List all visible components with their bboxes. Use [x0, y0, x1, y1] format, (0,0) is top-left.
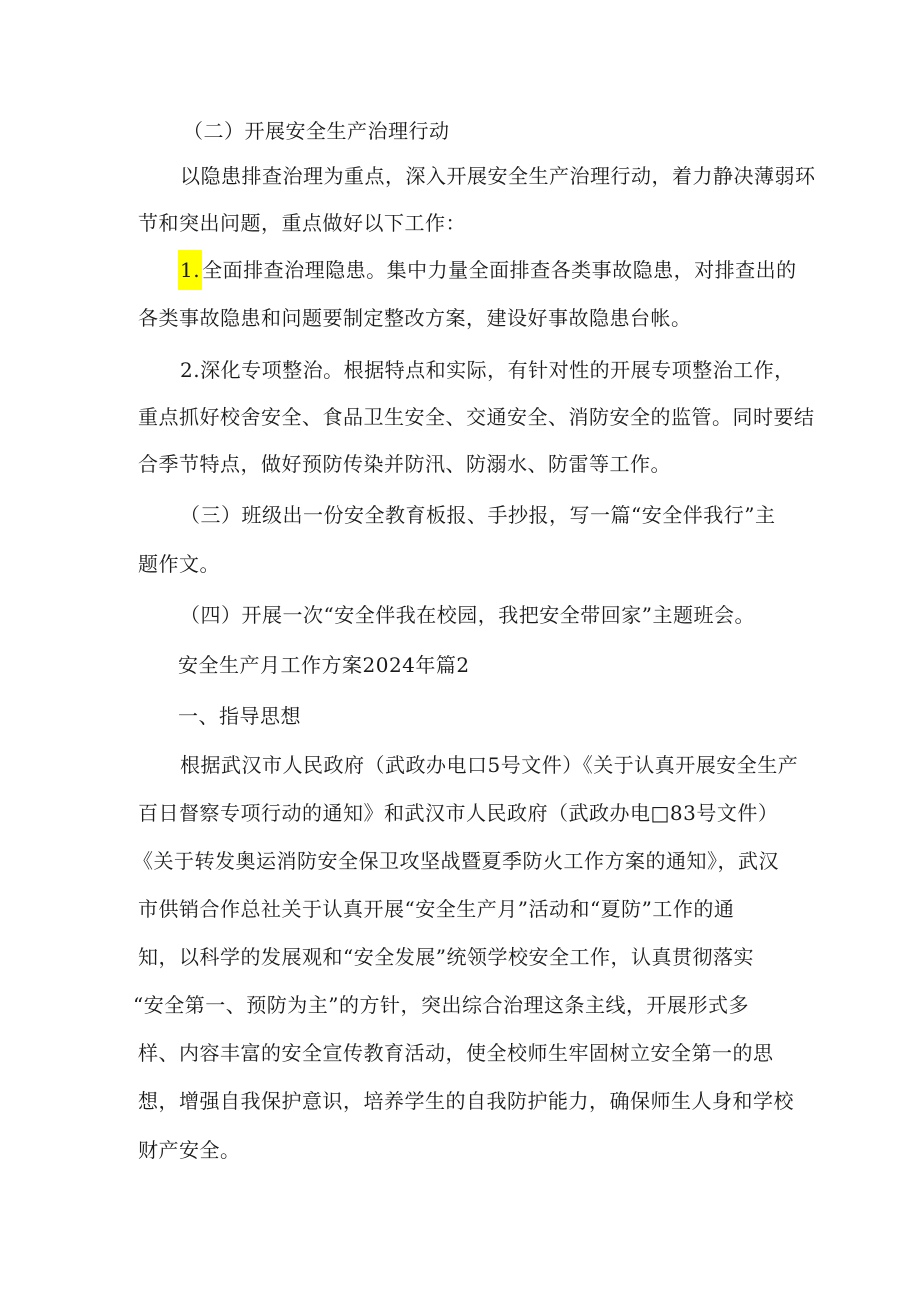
paragraph-line: 财产安全。	[138, 1138, 241, 1162]
paragraph-line: 根据武汉市人民政府（武政办电口5号文件）《关于认真开展安全生产	[180, 753, 799, 777]
highlighted-list-number: 1.	[178, 250, 202, 290]
paragraph-line: 重点抓好校舍安全、食品卫生安全、交通安全、消防安全的监管。同时要结	[138, 405, 815, 429]
paragraph-line: 节和突出问题，重点做好以下工作：	[138, 211, 466, 235]
section-heading-guiding: 一、指导思想	[178, 704, 301, 728]
article-title: 安全生产月工作方案2024年篇2	[178, 653, 470, 677]
paragraph-line: 合季节特点，做好预防传染并防汛、防溺水、防雷等工作。	[138, 452, 671, 476]
paragraph-line: 题作文。	[138, 552, 220, 576]
paragraph-line: 想，增强自我保护意识，培养学生的自我防护能力，确保师生人身和学校	[138, 1089, 794, 1113]
paragraph-line: “安全第一、预防为主”的方针，突出综合治理这条主线，开展形式多	[133, 993, 749, 1017]
section-heading-4: （四）开展一次“安全伴我在校园，我把安全带回家”主题班会。	[180, 603, 755, 627]
paragraph-line: 以隐患排查治理为重点，深入开展安全生产治理行动，着力静决薄弱环	[180, 164, 816, 188]
list-item-2-line: 2.深化专项整治。根据特点和实际，有针对性的开展专项整治工作，	[180, 358, 795, 382]
section-heading-2: （二）开展安全生产治理行动	[183, 119, 450, 143]
list-item-1-text: 全面排查治理隐患。集中力量全面排查各类事故隐患，对排查出的	[202, 258, 797, 282]
paragraph-line: 样、内容丰富的安全宣传教育活动，使全校师生牢固树立安全第一的思	[138, 1041, 774, 1065]
paragraph-line: 各类事故隐患和问题要制定整改方案，建设好事故隐患台帐。	[138, 306, 692, 330]
paragraph-line: 《关于转发奥运消防安全保卫攻坚战暨夏季防火工作方案的通知》，武汉	[133, 849, 779, 873]
paragraph-line: 知，以科学的发展观和“安全发展”统领学校安全工作，认真贯彻落实	[138, 945, 754, 969]
list-item-1-line	[178, 257, 797, 283]
paragraph-line: 市供销合作总社关于认真开展“安全生产月”活动和“夏防”工作的通	[138, 897, 735, 921]
paragraph-line: 百日督察专项行动的通知》和武汉市人民政府（武政办电□83号文件）	[138, 801, 779, 825]
section-heading-3: （三）班级出一份安全教育板报、手抄报，写一篇“安全伴我行”主	[180, 503, 776, 527]
